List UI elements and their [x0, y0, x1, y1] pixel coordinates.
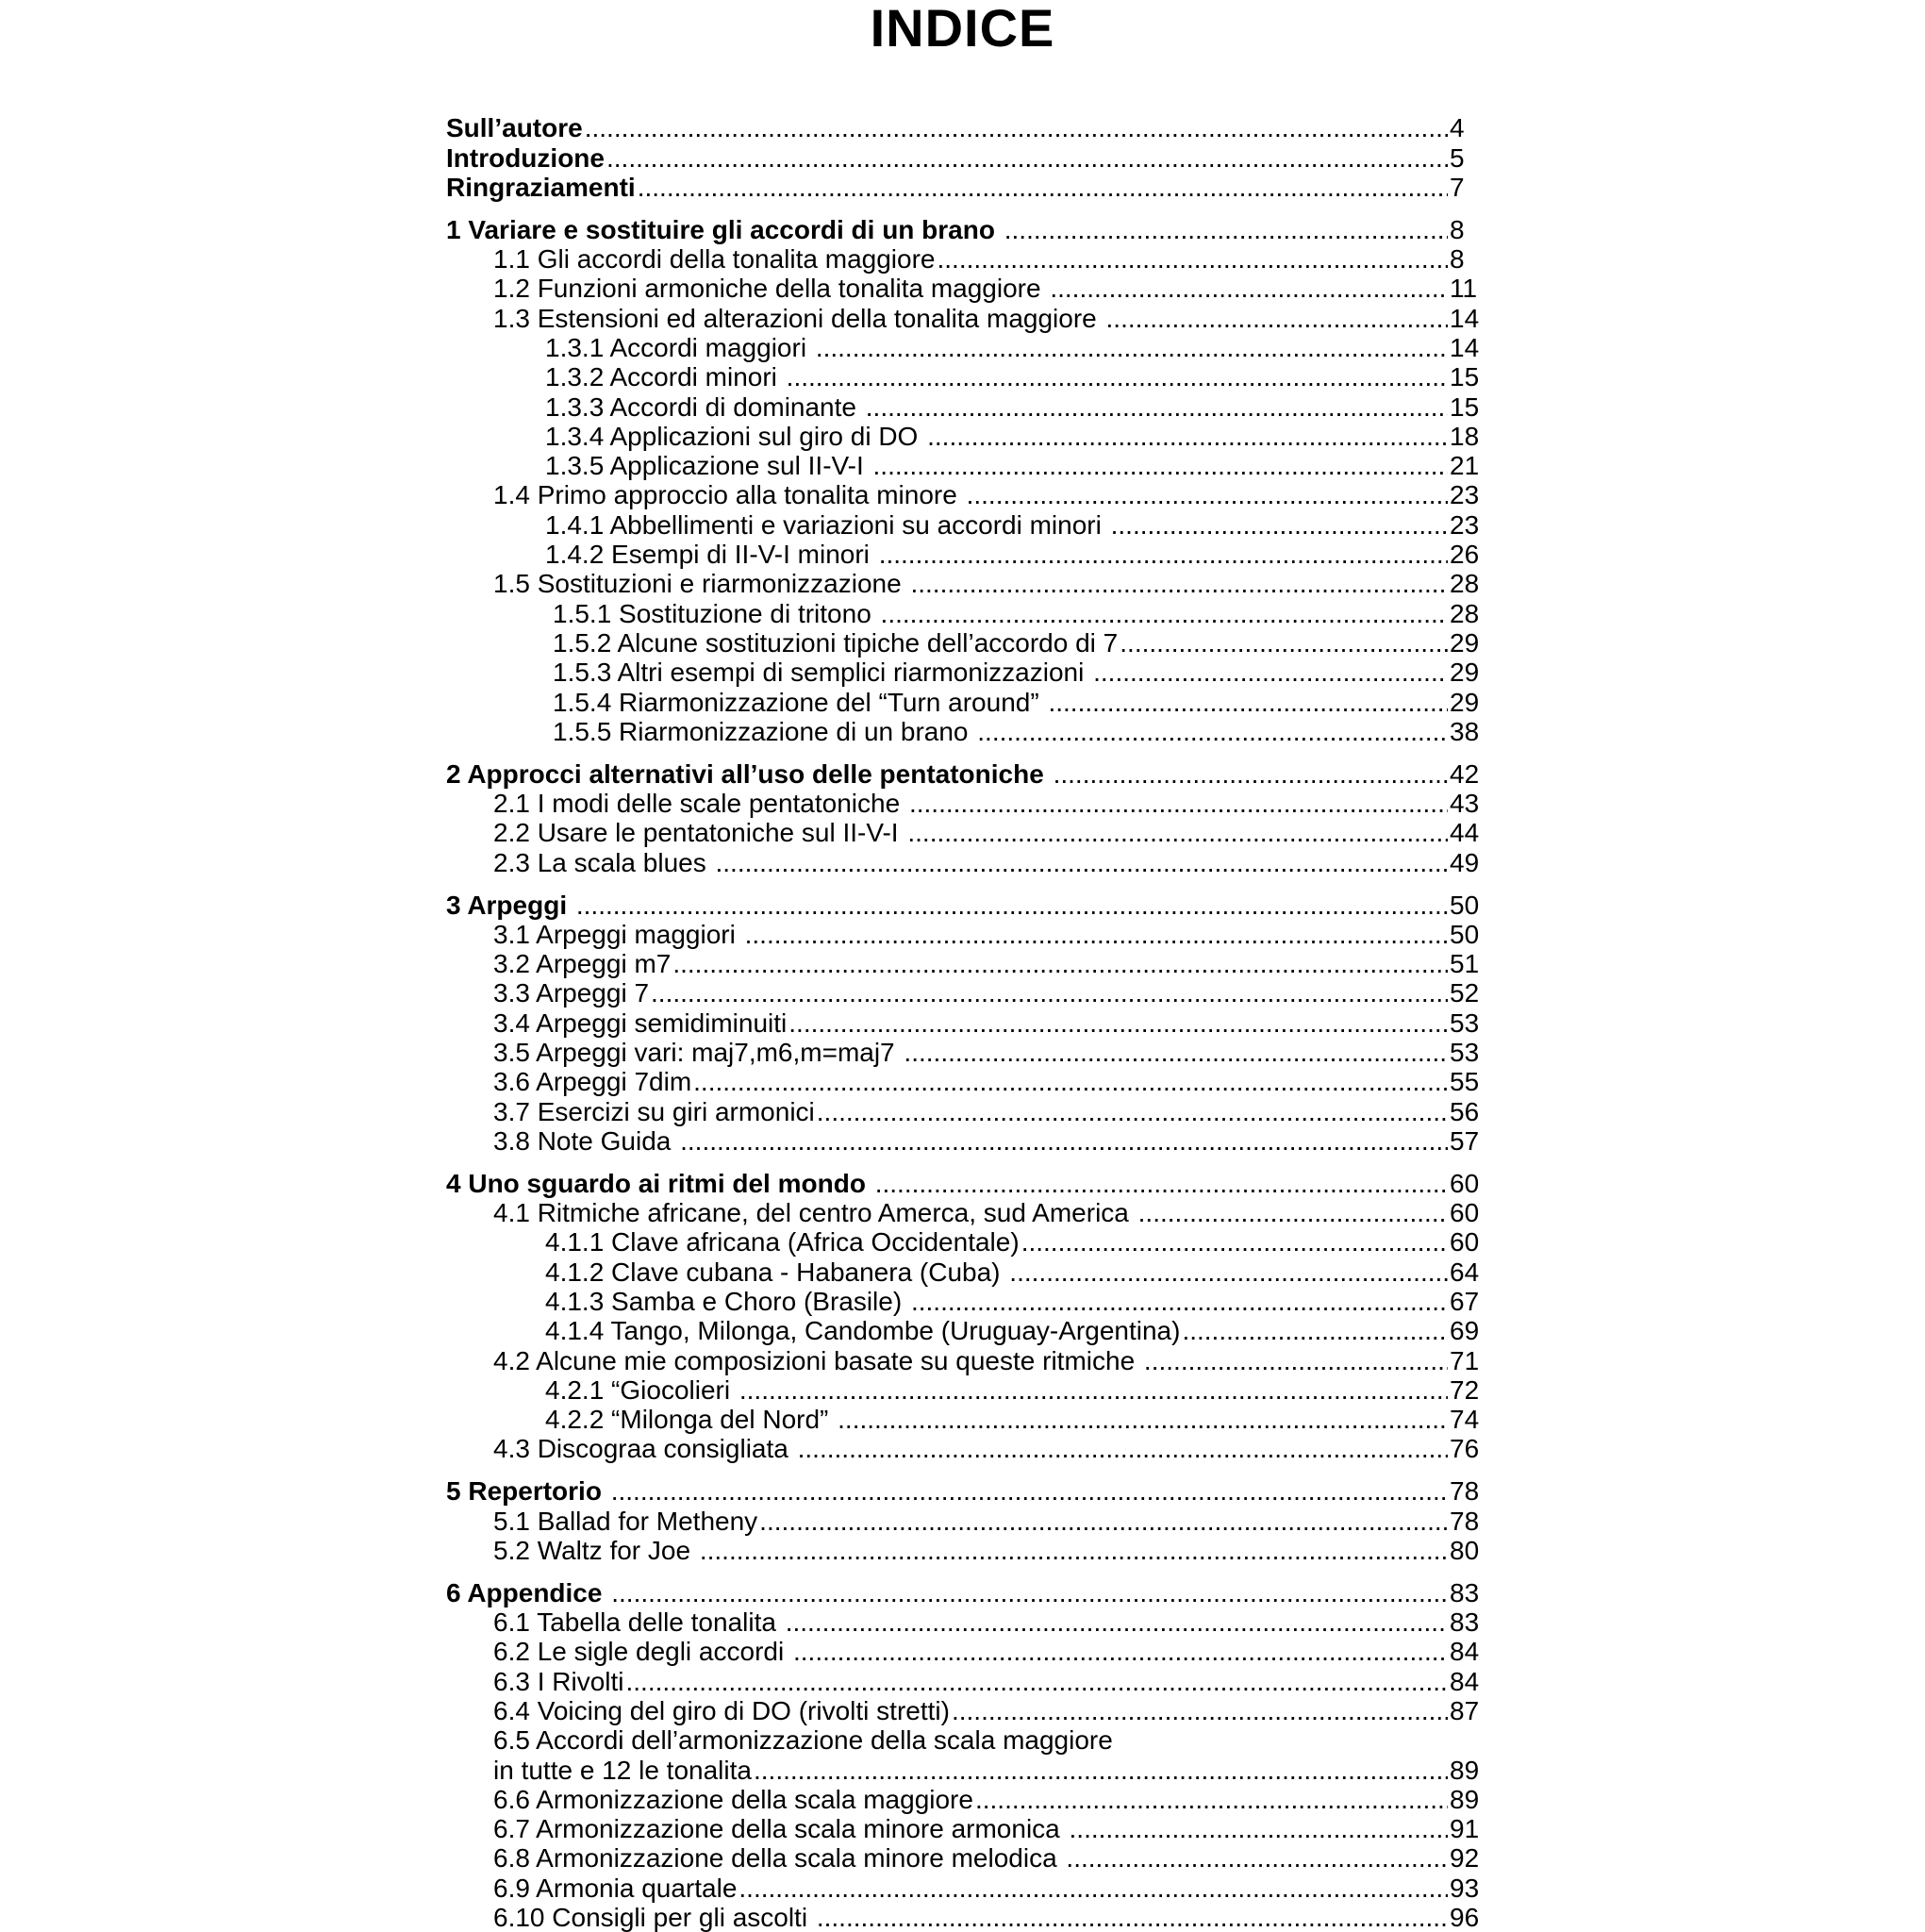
- toc-entry-label: 2.3 La scala blues: [493, 847, 714, 877]
- toc-dot-leader: [611, 1477, 1448, 1506]
- toc-chapter-entry[interactable]: [446, 890, 1484, 919]
- toc-section-entry[interactable]: [446, 1814, 1484, 1843]
- toc-page-number: 44: [1450, 818, 1480, 848]
- toc-entry-label: in tutte e 12 le tonalita: [493, 1755, 752, 1785]
- toc-dot-leader: [787, 363, 1448, 391]
- toc-section-entry[interactable]: [446, 1096, 1484, 1125]
- toc-section-entry[interactable]: [446, 274, 1484, 303]
- toc-page-number: 80: [1450, 1535, 1480, 1565]
- toc-dot-leader: [866, 393, 1448, 422]
- toc-dot-leader: [585, 114, 1448, 142]
- toc-page-number: 11: [1450, 274, 1478, 304]
- toc-section-entry[interactable]: [446, 1287, 1484, 1316]
- toc-page-number: 67: [1450, 1286, 1480, 1316]
- toc-dot-leader: [798, 1435, 1448, 1463]
- toc-dot-leader: [754, 1757, 1448, 1785]
- toc-page-number: 29: [1450, 687, 1480, 717]
- toc-entry-label: 5 Repertorio: [446, 1476, 609, 1507]
- toc-page-number: 29: [1450, 627, 1480, 658]
- toc-entry-label: 4.1.3 Samba e Choro (Brasile): [545, 1286, 909, 1316]
- toc-section-entry[interactable]: [446, 949, 1484, 978]
- toc-section-entry[interactable]: [446, 628, 1484, 658]
- toc-section-entry[interactable]: [446, 480, 1484, 509]
- toc-section-entry[interactable]: [446, 598, 1484, 627]
- toc-section-entry[interactable]: [446, 687, 1484, 716]
- toc-entry-label: 1.3.2 Accordi minori: [545, 362, 785, 392]
- toc-page-number: 49: [1450, 847, 1480, 877]
- toc-entry-label: 6.9 Armonia quartale: [493, 1873, 738, 1903]
- toc-section-entry[interactable]: [446, 1038, 1484, 1067]
- toc-page-number: 92: [1450, 1843, 1480, 1874]
- table-of-contents: [446, 113, 1484, 1932]
- toc-dot-leader: [788, 1009, 1448, 1038]
- toc-entry-label: 1.4 Primo approccio alla tonalita minore: [493, 480, 965, 510]
- toc-page-number: 55: [1450, 1067, 1480, 1097]
- toc-section-entry[interactable]: [446, 244, 1484, 274]
- toc-dot-leader: [1138, 1199, 1448, 1227]
- toc-dot-leader: [576, 891, 1448, 920]
- toc-dot-leader: [680, 1127, 1448, 1156]
- toc-dot-leader: [873, 452, 1448, 480]
- toc-page-number: 71: [1450, 1345, 1480, 1375]
- toc-page-number: 51: [1450, 949, 1480, 979]
- toc-entry-label: 3.5 Arpeggi vari: maj7,m6,m=maj7: [493, 1037, 903, 1067]
- toc-entry-label: 6.2 Le sigle degli accordi: [493, 1637, 791, 1667]
- toc-section-entry[interactable]: [446, 391, 1484, 421]
- toc-dot-leader: [1066, 1844, 1448, 1873]
- toc-page-number: 60: [1450, 1227, 1480, 1257]
- toc-entry-label: 3.4 Arpeggi semidiminuiti: [493, 1008, 788, 1038]
- toc-dot-leader: [693, 1068, 1448, 1096]
- toc-dot-leader: [927, 423, 1448, 451]
- toc-dot-leader: [937, 245, 1448, 274]
- toc-page-number: 42: [1450, 758, 1480, 789]
- toc-entry-label: 3.1 Arpeggi maggiori: [493, 919, 743, 949]
- toc-section-entry[interactable]: [446, 1873, 1484, 1902]
- toc-section-entry[interactable]: [446, 1375, 1484, 1405]
- toc-page-number: 53: [1450, 1008, 1480, 1038]
- toc-dot-leader: [911, 1288, 1448, 1316]
- toc-page-number: 78: [1450, 1476, 1480, 1507]
- toc-section-entry[interactable]: [446, 303, 1484, 332]
- toc-dot-leader: [875, 1170, 1448, 1198]
- toc-page-number: 83: [1450, 1577, 1480, 1607]
- toc-entry-label: 1.4.1 Abbellimenti e variazioni su accordi minori: [545, 509, 1109, 540]
- toc-page-number: 52: [1450, 978, 1480, 1008]
- toc-entry-label: 1.3.3 Accordi di dominante: [545, 391, 864, 422]
- toc-entry-label: 1.3.1 Accordi maggiori: [545, 332, 814, 362]
- toc-page-number: 4: [1450, 113, 1465, 143]
- toc-page-number: 50: [1450, 919, 1480, 949]
- toc-page-number: 50: [1450, 890, 1480, 920]
- toc-section-entry[interactable]: [446, 978, 1484, 1008]
- toc-entry-label: 3.7 Esercizi su giri armonici: [493, 1096, 815, 1126]
- toc-section-entry[interactable]: [446, 1198, 1484, 1227]
- toc-entry-label: 6.4 Voicing del giro di DO (rivolti stretti): [493, 1696, 950, 1725]
- toc-section-entry[interactable]: [446, 1637, 1484, 1666]
- toc-page-number: 93: [1450, 1873, 1480, 1903]
- toc-dot-leader: [1004, 216, 1448, 244]
- toc-dot-leader: [1050, 275, 1448, 303]
- toc-dot-leader: [907, 819, 1448, 847]
- toc-dot-leader: [738, 1874, 1448, 1903]
- toc-page-number: 96: [1450, 1903, 1480, 1932]
- toc-entry-label: 1.5 Sostituzioni e riarmonizzazione: [493, 569, 909, 599]
- toc-section-entry[interactable]: [446, 1506, 1484, 1535]
- toc-section-entry[interactable]: [446, 1755, 1484, 1784]
- toc-dot-leader: [952, 1697, 1448, 1725]
- toc-page-number: 8: [1450, 214, 1465, 244]
- toc-chapter-entry[interactable]: [446, 214, 1484, 243]
- toc-section-entry[interactable]: [446, 658, 1484, 687]
- toc-section-entry[interactable]: [446, 1536, 1484, 1565]
- toc-entry-label: 1.3.4 Applicazioni sul giro di DO: [545, 421, 926, 451]
- toc-section-entry[interactable]: [446, 451, 1484, 480]
- toc-dot-leader: [1070, 1815, 1448, 1843]
- toc-dot-leader: [1054, 760, 1448, 789]
- toc-entry-label: 1 Variare e sostituire gli accordi di un brano: [446, 214, 1003, 244]
- toc-dot-leader: [651, 979, 1448, 1008]
- toc-page-number: 91: [1450, 1814, 1480, 1844]
- toc-entry-label: 3 Arpeggi: [446, 890, 574, 920]
- toc-page-number: 72: [1450, 1374, 1480, 1405]
- toc-page-number: 14: [1450, 303, 1480, 333]
- toc-dot-leader: [816, 334, 1448, 362]
- toc-chapter-entry[interactable]: [446, 113, 1484, 142]
- toc-dot-leader: [716, 849, 1449, 877]
- toc-dot-leader: [975, 1786, 1448, 1814]
- toc-section-entry[interactable]: [446, 1067, 1484, 1096]
- toc-entry-label: 3.3 Arpeggi 7: [493, 978, 650, 1008]
- toc-page-number: 5: [1450, 142, 1465, 173]
- toc-entry-label: 5.1 Ballad for Metheny: [493, 1506, 758, 1536]
- toc-section-entry[interactable]: [446, 362, 1484, 391]
- toc-page-number: 84: [1450, 1637, 1480, 1667]
- toc-chapter-entry[interactable]: [446, 1168, 1484, 1197]
- toc-dot-leader: [793, 1638, 1448, 1666]
- toc-page-number: 28: [1450, 569, 1480, 599]
- toc-dot-leader: [879, 541, 1448, 569]
- toc-dot-leader: [904, 1039, 1448, 1067]
- toc-entry-label: 1.1 Gli accordi della tonalita maggiore: [493, 244, 936, 275]
- toc-entry-label: 4 Uno sguardo ai ritmi del mondo: [446, 1168, 873, 1198]
- toc-entry-label: 5.2 Waltz for Joe: [493, 1535, 698, 1565]
- toc-page-number: 83: [1450, 1607, 1480, 1638]
- toc-entry-label: 1.2 Funzioni armoniche della tonalita maggiore: [493, 274, 1049, 304]
- toc-page-number: 74: [1450, 1405, 1480, 1435]
- toc-section-entry[interactable]: [446, 1903, 1484, 1932]
- toc-page-number: 26: [1450, 540, 1480, 570]
- toc-entry-label: 4.2.2 “Milonga del Nord”: [545, 1405, 837, 1435]
- toc-section-entry[interactable]: [446, 818, 1484, 847]
- toc-dot-leader: [817, 1904, 1448, 1932]
- toc-entry-label: 2.1 I modi delle scale pentatoniche: [493, 789, 907, 819]
- toc-dot-leader: [838, 1406, 1448, 1434]
- toc-dot-leader: [1048, 689, 1448, 717]
- toc-entry-label: 2 Approcci alternativi all’uso delle pentatoniche: [446, 758, 1052, 789]
- toc-page-number: 76: [1450, 1434, 1480, 1464]
- toc-dot-leader: [881, 600, 1448, 628]
- toc-page-number: 89: [1450, 1755, 1480, 1785]
- toc-entry-label: 3.6 Arpeggi 7dim: [493, 1067, 692, 1097]
- toc-entry-label: 4.1.2 Clave cubana - Habanera (Cuba): [545, 1257, 1008, 1287]
- toc-dot-leader: [817, 1098, 1448, 1126]
- toc-dot-leader: [1021, 1228, 1448, 1257]
- toc-page-number: 21: [1450, 451, 1480, 481]
- toc-section-entry[interactable]: [446, 847, 1484, 876]
- toc-entry-label: Ringraziamenti: [446, 172, 636, 202]
- toc-dot-leader: [745, 921, 1448, 949]
- toc-chapter-entry[interactable]: [446, 173, 1484, 202]
- toc-entry-label: 6.6 Armonizzazione della scala maggiore: [493, 1784, 973, 1814]
- toc-section-entry[interactable]: [446, 1227, 1484, 1257]
- toc-page-number: 57: [1450, 1125, 1480, 1156]
- toc-section-entry[interactable]: [446, 333, 1484, 362]
- toc-page-number: 60: [1450, 1168, 1480, 1198]
- toc-dot-leader: [909, 790, 1448, 818]
- page-title: INDICE: [870, 0, 1055, 58]
- toc-page-number: 60: [1450, 1198, 1480, 1228]
- toc-page-number: 69: [1450, 1316, 1480, 1346]
- toc-section-entry[interactable]: [446, 1843, 1484, 1873]
- toc-page-number: 18: [1450, 421, 1480, 451]
- toc-dot-leader: [739, 1376, 1448, 1405]
- toc-dot-leader: [1144, 1347, 1448, 1375]
- toc-chapter-entry[interactable]: [446, 758, 1484, 788]
- toc-entry-label: 4.1.4 Tango, Milonga, Candombe (Uruguay-Argentina): [545, 1316, 1181, 1346]
- toc-chapter-entry[interactable]: [446, 1578, 1484, 1607]
- toc-entry-label: 1.5.4 Riarmonizzazione del “Turn around”: [553, 687, 1047, 717]
- toc-entry-label: 4.2.1 “Giocolieri: [545, 1374, 738, 1405]
- toc-section-entry[interactable]: [446, 1126, 1484, 1156]
- toc-dot-leader: [606, 144, 1448, 173]
- toc-dot-leader: [638, 174, 1448, 202]
- toc-section-entry[interactable]: [446, 717, 1484, 746]
- toc-entry-label: 6.7 Armonizzazione della scala minore armonica: [493, 1814, 1068, 1844]
- toc-page-number: 64: [1450, 1257, 1480, 1287]
- toc-dot-leader: [759, 1507, 1448, 1536]
- toc-entry-label: 1.3.5 Applicazione sul II-V-I: [545, 451, 871, 481]
- toc-section-entry[interactable]: [446, 509, 1484, 539]
- toc-entry-label: 6.1 Tabella delle tonalita: [493, 1607, 784, 1638]
- toc-dot-leader: [967, 481, 1448, 509]
- toc-entry-label: 4.1.1 Clave africana (Africa Occidentale): [545, 1227, 1020, 1257]
- toc-entry-label: Sull’autore: [446, 113, 583, 143]
- toc-section-entry[interactable]: [446, 422, 1484, 451]
- toc-section-entry[interactable]: [446, 540, 1484, 569]
- toc-section-entry[interactable]: [446, 1345, 1484, 1374]
- toc-section-entry[interactable]: [446, 1725, 1484, 1755]
- toc-dot-leader: [1182, 1317, 1448, 1345]
- toc-page-number: 43: [1450, 789, 1480, 819]
- toc-section-entry[interactable]: [446, 1316, 1484, 1345]
- toc-dot-leader: [977, 718, 1448, 746]
- toc-entry-label: 6.5 Accordi dell’armonizzazione della scala maggiore: [493, 1725, 1113, 1756]
- toc-dot-leader: [1009, 1258, 1448, 1287]
- toc-page-number: 23: [1450, 480, 1480, 510]
- toc-dot-leader: [611, 1579, 1448, 1607]
- toc-section-entry[interactable]: [446, 1666, 1484, 1695]
- toc-section-entry[interactable]: [446, 569, 1484, 598]
- toc-entry-label: 1.3 Estensioni ed alterazioni della tonalita maggiore: [493, 303, 1104, 333]
- toc-chapter-entry[interactable]: [446, 1476, 1484, 1506]
- toc-page-number: 84: [1450, 1666, 1480, 1696]
- toc-page-number: 29: [1450, 658, 1480, 688]
- toc-section-entry[interactable]: [446, 1008, 1484, 1037]
- toc-entry-label: 3.2 Arpeggi m7: [493, 949, 672, 979]
- toc-page-number: 89: [1450, 1784, 1480, 1814]
- toc-entry-label: 1.5.1 Sostituzione di tritono: [553, 598, 879, 628]
- toc-entry-label: 6 Appendice: [446, 1577, 610, 1607]
- toc-dot-leader: [1106, 305, 1448, 333]
- toc-section-entry[interactable]: [446, 1785, 1484, 1814]
- toc-page-number: 15: [1450, 391, 1480, 422]
- toc-page-number: 53: [1450, 1037, 1480, 1067]
- toc-dot-leader: [626, 1668, 1449, 1696]
- toc-dot-leader: [910, 570, 1448, 598]
- toc-entry-label: 1.4.2 Esempi di II-V-I minori: [545, 540, 877, 570]
- toc-entry-label: 3.8 Note Guida: [493, 1125, 679, 1156]
- toc-section-entry[interactable]: [446, 1257, 1484, 1286]
- toc-page-number: 8: [1450, 244, 1465, 275]
- toc-entry-label: 4.1 Ritmiche africane, del centro Amerca, sud America: [493, 1198, 1137, 1228]
- toc-chapter-entry[interactable]: [446, 142, 1484, 172]
- toc-dot-leader: [1120, 629, 1448, 658]
- toc-dot-leader: [786, 1608, 1448, 1637]
- toc-entry-label: 4.2 Alcune mie composizioni basate su queste ritmiche: [493, 1345, 1142, 1375]
- toc-page-number: 15: [1450, 362, 1480, 392]
- toc-dot-leader: [672, 950, 1448, 978]
- toc-entry-label: 1.5.3 Altri esempi di semplici riarmonizzazioni: [553, 658, 1092, 688]
- toc-dot-leader: [700, 1537, 1448, 1565]
- toc-entry-label: 2.2 Usare le pentatoniche sul II-V-I: [493, 818, 906, 848]
- toc-page-number: 56: [1450, 1096, 1480, 1126]
- toc-entry-label: Introduzione: [446, 142, 605, 173]
- toc-entry-label: 6.3 I Rivolti: [493, 1666, 624, 1696]
- toc-page-number: 14: [1450, 332, 1480, 362]
- toc-page-number: 28: [1450, 598, 1480, 628]
- toc-section-entry[interactable]: [446, 789, 1484, 818]
- toc-entry-label: 1.5.2 Alcune sostituzioni tipiche dell’accordo di 7: [553, 627, 1119, 658]
- toc-entry-label: 4.3 Discograa consigliata: [493, 1434, 796, 1464]
- toc-page-number: 7: [1450, 172, 1465, 202]
- toc-page-number: 87: [1450, 1696, 1480, 1725]
- toc-section-entry[interactable]: [446, 1607, 1484, 1637]
- toc-section-entry[interactable]: [446, 1696, 1484, 1725]
- toc-entry-label: 1.5.5 Riarmonizzazione di un brano: [553, 716, 976, 746]
- toc-entry-label: 6.8 Armonizzazione della scala minore melodica: [493, 1843, 1065, 1874]
- toc-dot-leader: [1093, 658, 1448, 687]
- toc-section-entry[interactable]: [446, 1405, 1484, 1434]
- toc-page-number: 23: [1450, 509, 1480, 540]
- toc-page-number: 78: [1450, 1506, 1480, 1536]
- toc-page-number: 38: [1450, 716, 1480, 746]
- toc-section-entry[interactable]: [446, 1434, 1484, 1463]
- toc-entry-label: 6.10 Consigli per gli ascolti: [493, 1903, 815, 1932]
- toc-dot-leader: [1111, 511, 1448, 540]
- toc-section-entry[interactable]: [446, 920, 1484, 949]
